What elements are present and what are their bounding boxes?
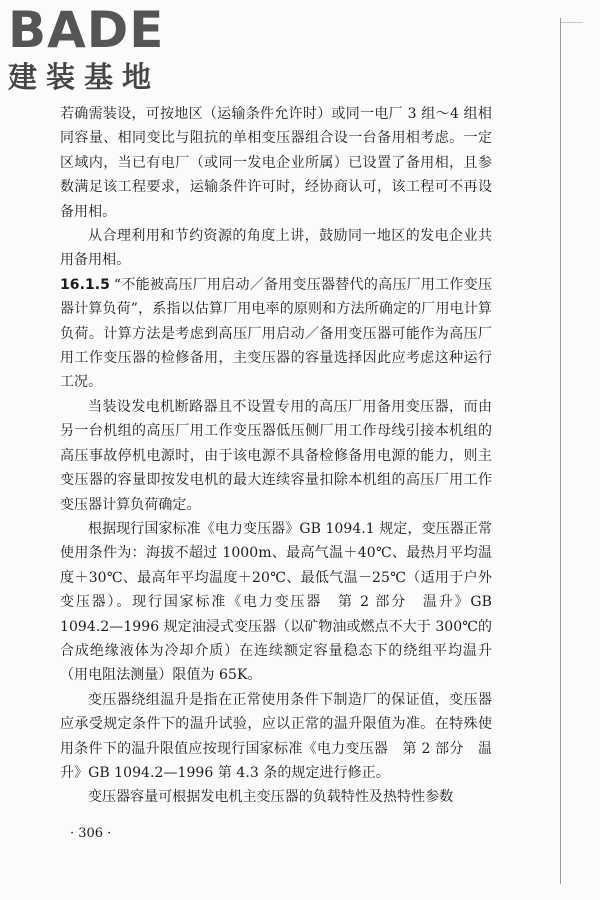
paragraph-4 [60,395,492,517]
paragraph-1 [60,102,492,224]
paragraph-text: 变压器绕组温升是指在正常使用条件下制造厂的保证值，变压器应承受规定条件下的温升试验，应以正常的温升限值为准。在特殊使用条件下的温升限值应按现行国家标准《电力变压器 第 2 部分 温升》GB 1094.2—1996 第 4.3 条的规定进行修正。 [60,691,492,781]
paragraph-5 [60,517,492,688]
paragraph-2 [60,224,492,273]
page-edge-tick [561,22,583,23]
paragraph-7 [60,785,492,809]
page-edge-line [560,18,561,884]
paragraph-text: “不能被高压厂用启动／备用变压器替代的高压厂用工作变压器计算负荷”，系指以估算厂用电率的原则和方法所确定的厂用电计算负荷。计算方法是考虑到高压厂用启动／备用变压器可能作为高压厂用工作变压器的检修备用，主变压器的容量选择因此应考虑这种运行工况。 [60,276,492,391]
paragraph-text: 变压器容量可根据发电机主变压器的负载特性及热特性参数 [88,789,454,806]
paragraph-3 [60,273,492,395]
document-body [60,102,492,810]
paragraph-text: 若确需装设，可按地区（运输条件允许时）或同一电厂 3 组～4 组相同容量、相同变比与阻抗的单相变压器组合设一台备用相考虑。一定区域内，当已有电厂（或同一发电企业所属）已设置了备用相，且参数满足该工程要求，运输条件许可时，经协商认可，该工程可不再设备用相。 [60,106,492,220]
paragraph-text: 根据现行国家标准《电力变压器》GB 1094.1 规定，变压器正常使用条件为：海拔不超过 1000m、最高气温＋40℃、最热月平均温度＋30℃、最高年平均温度＋20℃、最低气温－25℃（适用于户外变压器）。现行国家标准《电力变压器 第 2 部分 温升》GB 1094.2—1996 规定油浸式变压器（以矿物油或燃点不大于 300℃的合成绝缘液体为冷却介质）在连续额定容量稳态下的绕组平均温升（用电阻法测量）限值为 65K。 [60,520,492,684]
paragraph-6 [60,688,492,786]
watermark-logo [8,1,183,96]
paragraph-text: 从合理利用和节约资源的角度上讲，鼓励同一地区的发电企业共用备用相。 [60,228,492,269]
logo-subtitle: 建装基地 [8,60,161,94]
page-number: · 306 · [70,826,112,841]
paragraph-text: 当装设发电机断路器且不设置专用的高压厂用备用变压器，而由另一台机组的高压厂用工作变压器低压侧厂用工作母线引接本机组的高压事故停机电源时，由于该电源不具备检修备用电源的能力，则主变压器的容量即按发电机的最大连续容量扣除本机组的高压厂用工作变压器计算负荷确定。 [60,398,492,513]
logo-text: BADE [8,1,165,59]
section-number: 16.1.5 [60,276,110,293]
